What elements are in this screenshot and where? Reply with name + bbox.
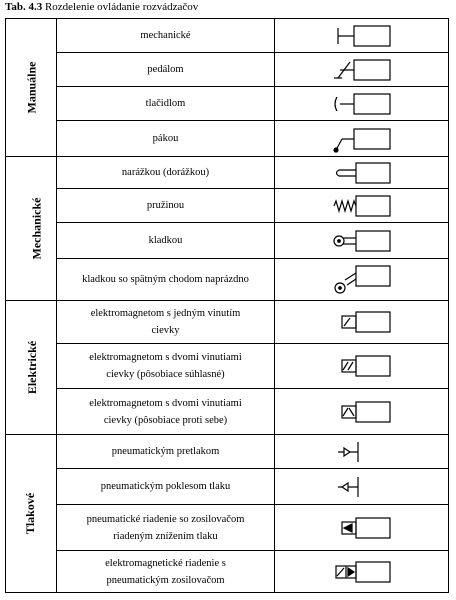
description-text: cievky (pôsobiace súhlasné) (106, 369, 225, 380)
solenoid-icon (332, 308, 392, 336)
table-row (6, 223, 449, 259)
roller-icon (332, 226, 392, 256)
category-cell (6, 19, 57, 157)
pilot-release-amplifier-icon (332, 514, 392, 542)
description-cell (57, 53, 275, 87)
description-text: kladkou so spätným chodom naprázdno (82, 274, 249, 285)
pedal-icon (332, 56, 392, 84)
description-cell (57, 121, 275, 157)
table-row (6, 551, 449, 593)
category-cell (6, 157, 57, 301)
table-row (6, 259, 449, 301)
category-label: Tlakové (23, 492, 38, 534)
description-cell (57, 505, 275, 551)
table-row (6, 19, 449, 53)
symbol-cell (275, 344, 449, 389)
description-cell (57, 223, 275, 259)
table-row (6, 435, 449, 469)
description-text: riadeným znížením tlaku (113, 530, 218, 542)
table-row (6, 301, 449, 344)
description-text: elektromagnetické riadenie s (105, 557, 226, 569)
description-text: pedálom (147, 64, 184, 75)
description-cell (57, 301, 275, 344)
description-cell (57, 551, 275, 593)
description-text: narážkou (dorážkou) (121, 167, 210, 178)
pressure-apply-icon (332, 438, 392, 466)
description-text: cievky (pôsobiace proti sebe) (103, 414, 228, 426)
caption-title: Rozdelenie ovládanie rozvádzačov (44, 1, 199, 13)
description-text: mechanické (140, 30, 191, 41)
category-label: Mechanické (29, 197, 44, 259)
mechanical-actuation-icon (332, 22, 392, 50)
description-text: pneumatickým pretlakom (111, 446, 220, 457)
description-cell (57, 189, 275, 223)
description-cell (57, 157, 275, 189)
plunger-icon (332, 159, 392, 187)
description-cell (57, 435, 275, 469)
symbol-cell (275, 259, 449, 301)
description-cell (57, 19, 275, 53)
symbol-cell (275, 189, 449, 223)
description-text: cievky (151, 325, 180, 336)
caption-label: Tab. 4.3 (5, 1, 43, 13)
description-text: pákou (152, 133, 179, 144)
symbol-cell (275, 121, 449, 157)
symbol-cell (275, 157, 449, 189)
symbol-cell (275, 505, 449, 551)
table-row (6, 469, 449, 505)
description-text: elektromagnetom s dvomi vinutiami (89, 352, 242, 363)
description-cell (57, 259, 275, 301)
table-row (6, 53, 449, 87)
category-label: Manuálne (24, 60, 39, 114)
description-cell (57, 344, 275, 389)
symbol-cell (275, 53, 449, 87)
category-cell (6, 435, 57, 593)
table-row (6, 389, 449, 435)
category-cell (6, 301, 57, 435)
symbol-cell (275, 469, 449, 505)
table-row (6, 121, 449, 157)
pressure-release-icon (332, 473, 392, 501)
description-text: pneumatickým poklesom tlaku (100, 481, 231, 492)
solenoid-pilot-icon (332, 558, 392, 586)
symbol-cell (275, 87, 449, 121)
description-cell (57, 469, 275, 505)
double-solenoid-opposed-icon (332, 398, 392, 426)
description-text: kladkou (148, 235, 183, 246)
actuation-table (5, 18, 449, 593)
table-row (6, 189, 449, 223)
table-caption (5, 1, 198, 14)
table-row (6, 344, 449, 389)
lever-icon (332, 124, 392, 154)
category-label: Elektrické (25, 340, 40, 394)
symbol-cell (275, 301, 449, 344)
description-text: tlačidlom (145, 98, 186, 109)
table-row (6, 87, 449, 121)
double-solenoid-same-icon (332, 352, 392, 380)
symbol-cell (275, 19, 449, 53)
spring-icon (332, 192, 392, 220)
symbol-cell (275, 389, 449, 435)
symbol-cell (275, 435, 449, 469)
symbol-cell (275, 551, 449, 593)
description-cell (57, 87, 275, 121)
push-button-icon (332, 90, 392, 118)
description-text: elektromagnetom s jedným vinutím (90, 308, 241, 319)
description-cell (57, 389, 275, 435)
description-text: elektromagnetom s dvomi vinutiami (89, 397, 242, 409)
symbol-cell (275, 223, 449, 259)
table-row (6, 505, 449, 551)
table-row (6, 157, 449, 189)
idle-return-roller-icon (332, 262, 392, 298)
description-text: pneumatické riadenie so zosilovačom (86, 513, 245, 525)
description-text: pneumatickým zosilovačom (106, 574, 225, 586)
description-text: pružinou (146, 200, 185, 211)
